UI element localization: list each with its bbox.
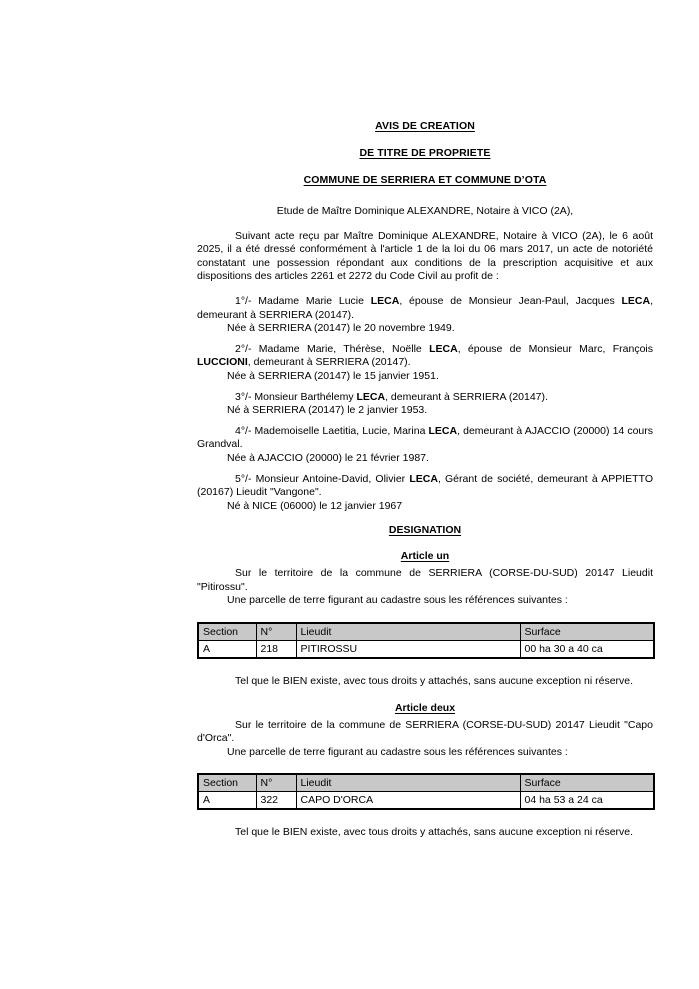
person-text-before: Monsieur Antoine-David, Olivier [255, 472, 410, 485]
spacer [197, 466, 653, 473]
article-body-text: Sur le territoire de la commune de SERRIERA (CORSE-DU-SUD) 20147 Lieudit "Pitirossu". [197, 567, 653, 593]
cadastre-table-wrapper-one [197, 622, 653, 659]
person-birth: Née à SERRIERA (20147) le 20 novembre 1949. [227, 322, 455, 335]
article-parcel-note: Une parcelle de terre figurant au cadastre sous les références suivantes : [227, 745, 568, 758]
person-entry [197, 473, 653, 500]
person-text-after: , demeurant à SERRIERA (20147). [385, 390, 548, 403]
article-closing [197, 675, 653, 689]
article-closing [197, 826, 653, 840]
spacer [197, 384, 653, 391]
title-line-3: COMMUNE DE SERRIERA ET COMMUNE D’OTA [303, 174, 547, 186]
person-surname: LECA [370, 294, 400, 307]
article-closing-text: Tel que le BIEN existe, avec tous droits y attachés, sans aucune exception ni réserve. [235, 675, 634, 688]
cell-surface: 04 ha 53 a 24 ca [520, 792, 654, 810]
cell-section: A [198, 641, 256, 659]
person-entry [197, 391, 653, 405]
person-spouse-surname: LUCCIONI [197, 356, 248, 369]
article-title: Article un [400, 550, 450, 563]
person-surname: LECA [429, 342, 458, 355]
cell-numero: 322 [256, 792, 296, 810]
person-text-before: Madame Marie, Thérèse, Noëlle [258, 342, 430, 355]
spacer [197, 219, 653, 230]
preamble-paragraph [197, 230, 653, 284]
person-text-after: , demeurant à AJACCIO (20000) 14 cours Grandval. [197, 424, 653, 451]
cell-lieudit: PITIROSSU [296, 641, 520, 659]
document-body [197, 120, 653, 840]
table-header-row [198, 774, 654, 792]
person-birth: Né à NICE (06000) le 12 janvier 1967 [227, 499, 403, 512]
column-header-surface: Surface [520, 774, 654, 792]
article-heading-two [197, 702, 653, 715]
title-de-titre-de-propriete [197, 147, 653, 160]
title-avis-de-creation [197, 120, 653, 133]
article-closing-text: Tel que le BIEN existe, avec tous droits y attachés, sans aucune exception ni réserve. [235, 826, 634, 839]
person-number: 1°/- [235, 294, 252, 307]
person-text-before: Mademoiselle Laetitia, Lucie, Marina [254, 424, 429, 437]
person-number: 3°/- [235, 390, 252, 403]
column-header-numero: N° [256, 623, 296, 641]
article-body [197, 719, 653, 746]
person-number: 4°/- [235, 424, 252, 437]
person-birth: Né à SERRIERA (20147) le 2 janvier 1953. [227, 404, 428, 417]
cadastre-table [197, 622, 655, 659]
cell-surface: 00 ha 30 a 40 ca [520, 641, 654, 659]
person-text-after: , Gérant de société, demeurant à APPIETTO (20167) Lieudit "Vangone". [197, 472, 653, 499]
title-line-1: AVIS DE CREATION [375, 120, 475, 132]
column-header-section: Section [198, 774, 256, 792]
article-body-text: Sur le territoire de la commune de SERRIERA (CORSE-DU-SUD) 20147 Lieudit "Capo d'Orca". [197, 718, 653, 745]
cadastre-table-wrapper-two [197, 773, 653, 810]
spacer [197, 336, 653, 343]
column-header-lieudit: Lieudit [296, 774, 520, 792]
table-header-row [198, 623, 654, 641]
designation-title: DESIGNATION [388, 524, 462, 537]
person-surname: LECA [409, 472, 438, 485]
preamble-text: Suivant acte reçu par Maître Dominique ALEXANDRE, Notaire à VICO (2A), le 6 août 2025, il a été dressé conformément à l'article 1 de la loi du 06 mars 2017, un acte de notoriété constatant une possession répondant aux conditions de la prescription acquisitive et aux dispositions des articles 2261 et 2272 du Code Civil au profit de : [197, 229, 653, 283]
person-text-after: , épouse de Monsieur Marc, François [457, 342, 654, 355]
person-entry [197, 425, 653, 452]
person-birth: Née à SERRIERA (20147) le 15 janvier 1951. [227, 369, 439, 382]
title-line-2: DE TITRE DE PROPRIETE [359, 147, 491, 159]
cell-section: A [198, 792, 256, 810]
table-row [198, 792, 654, 810]
column-header-numero: N° [256, 774, 296, 792]
spacer [197, 284, 653, 295]
person-number: 2°/- [235, 342, 252, 355]
person-entry [197, 343, 653, 370]
article-body [197, 567, 653, 594]
person-text-before: Monsieur Barthélemy [254, 390, 357, 403]
article-parcel-note: Une parcelle de terre figurant au cadastre sous les références suivantes : [227, 594, 568, 607]
cell-lieudit: CAPO D'ORCA [296, 792, 520, 810]
table-row [198, 641, 654, 659]
article-heading-one [197, 550, 653, 563]
cadastre-table [197, 773, 655, 810]
cell-numero: 218 [256, 641, 296, 659]
person-text-after-2: , demeurant à SERRIERA (20147). [197, 294, 653, 321]
person-surname: LECA [428, 424, 458, 437]
column-header-section: Section [198, 623, 256, 641]
column-header-lieudit: Lieudit [296, 623, 520, 641]
designation-heading [197, 524, 653, 537]
notary-line: Etude de Maître Dominique ALEXANDRE, Notaire à VICO (2A), [276, 205, 574, 217]
column-header-surface: Surface [520, 623, 654, 641]
person-text-after: , épouse de Monsieur Jean-Paul, Jacques [399, 294, 622, 307]
person-text-after-2: , demeurant à SERRIERA (20147). [247, 356, 411, 369]
person-number: 5°/- [235, 472, 252, 485]
spacer [197, 418, 653, 425]
person-text-before: Madame Marie Lucie [258, 294, 371, 307]
person-birth: Née à AJACCIO (20000) le 21 février 1987. [227, 451, 429, 464]
person-surname: LECA [356, 390, 386, 403]
title-commune [197, 174, 653, 187]
article-title: Article deux [394, 701, 456, 714]
person-spouse-surname: LECA [621, 294, 651, 307]
person-entry [197, 295, 653, 322]
